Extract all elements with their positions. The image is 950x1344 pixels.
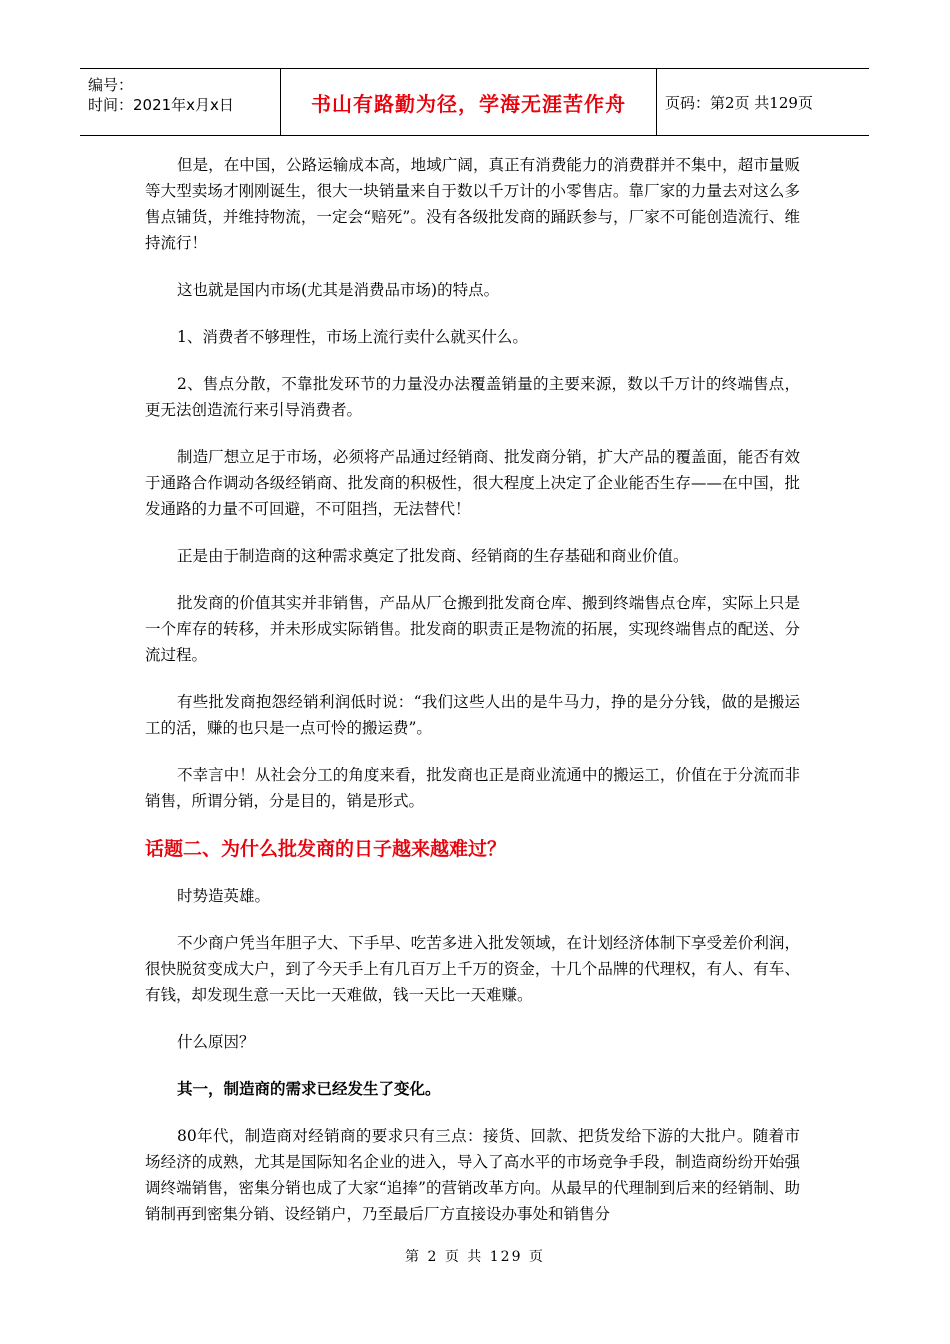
header-page-info: 页码：第2页 共129页 [665, 93, 813, 112]
header-motto-cell [280, 69, 657, 135]
page-footer: 第 2 页 共 129 页 [405, 1249, 545, 1265]
subheading: 其一，制造商的需求已经发生了变化。 [177, 1080, 441, 1098]
paragraph: 时势造英雄。 [177, 887, 271, 905]
paragraph: 不少商户凭当年胆子大、下手早、吃苦多进入批发领域，在计划经济体制下享受差价利润，很快脱贫变成大户，到了今天手上有几百万上千万的资金，十几个品牌的代理权，有人、有车、有钱，却发现生意一天比一天难做，钱一天比一天难赚。 [145, 934, 800, 1004]
paragraph: 不幸言中！从社会分工的角度来看，批发商也正是商业流通中的搬运工，价值在于分流而非销售，所谓分销，分是目的，销是形式。 [145, 766, 800, 810]
paragraph: 制造厂想立足于市场，必须将产品通过经销商、批发商分销，扩大产品的覆盖面，能否有效于通路合作调动各级经销商、批发商的积极性，很大程度上决定了企业能否生存——在中国，批发通路的力量不可回避，不可阻挡，无法替代！ [145, 448, 800, 518]
header-meta [80, 69, 280, 135]
paragraph: 但是，在中国，公路运输成本高，地域广阔，真正有消费能力的消费群并不集中，超市量贩等大型卖场才刚刚诞生，很大一块销量来自于数以千万计的小零售店。靠厂家的力量去对这么多售点铺货，并维持物流，一定会“赔死”。没有各级批发商的踊跃参与，厂家不可能创造流行、维持流行！ [145, 156, 800, 252]
date-label: 时间：2021年x月x日 [88, 96, 234, 114]
section-heading: 话题二、为什么批发商的日子越来越难过？ [145, 838, 507, 860]
paragraph: 正是由于制造商的这种需求奠定了批发商、经销商的生存基础和商业价值。 [177, 547, 689, 565]
paragraph: 80年代，制造商对经销商的要求只有三点：接货、回款、把货发给下游的大批户。随着市场经济的成熟，尤其是国际知名企业的进入，导入了高水平的市场竞争手段，制造商纷纷开始强调终端销售，密集分销也成了大家“追捧”的营销改革方向。从最早的代理制到后来的经销制、助销制再到密集分销、设经销户，乃至最后厂方直接设办事处和销售分 [145, 1127, 800, 1223]
paragraph: 有些批发商抱怨经销利润低时说：“我们这些人出的是牛马力，挣的是分分钱，做的是搬运工的活，赚的也只是一点可怜的搬运费”。 [145, 693, 800, 737]
serial-label: 编号： [88, 76, 134, 94]
paragraph: 批发商的价值其实并非销售，产品从厂仓搬到批发商仓库、搬到终端售点仓库，实际上只是一个库存的转移，并未形成实际销售。批发商的职责正是物流的拓展，实现终端售点的配送、分流过程。 [145, 594, 800, 664]
list-item: 1、消费者不够理性，市场上流行卖什么就买什么。 [177, 328, 528, 346]
header-motto: 书山有路勤为径，学海无涯苦作舟 [311, 91, 626, 116]
paragraph: 这也就是国内市场(尤其是消费品市场)的特点。 [177, 281, 500, 299]
paragraph: 什么原因？ [177, 1033, 255, 1051]
document-body [145, 152, 800, 1227]
page-header [80, 68, 869, 136]
list-item: 2、售点分散，不靠批发环节的力量没办法覆盖销量的主要来源，数以千万计的终端售点，更无法创造流行来引导消费者。 [145, 375, 800, 419]
